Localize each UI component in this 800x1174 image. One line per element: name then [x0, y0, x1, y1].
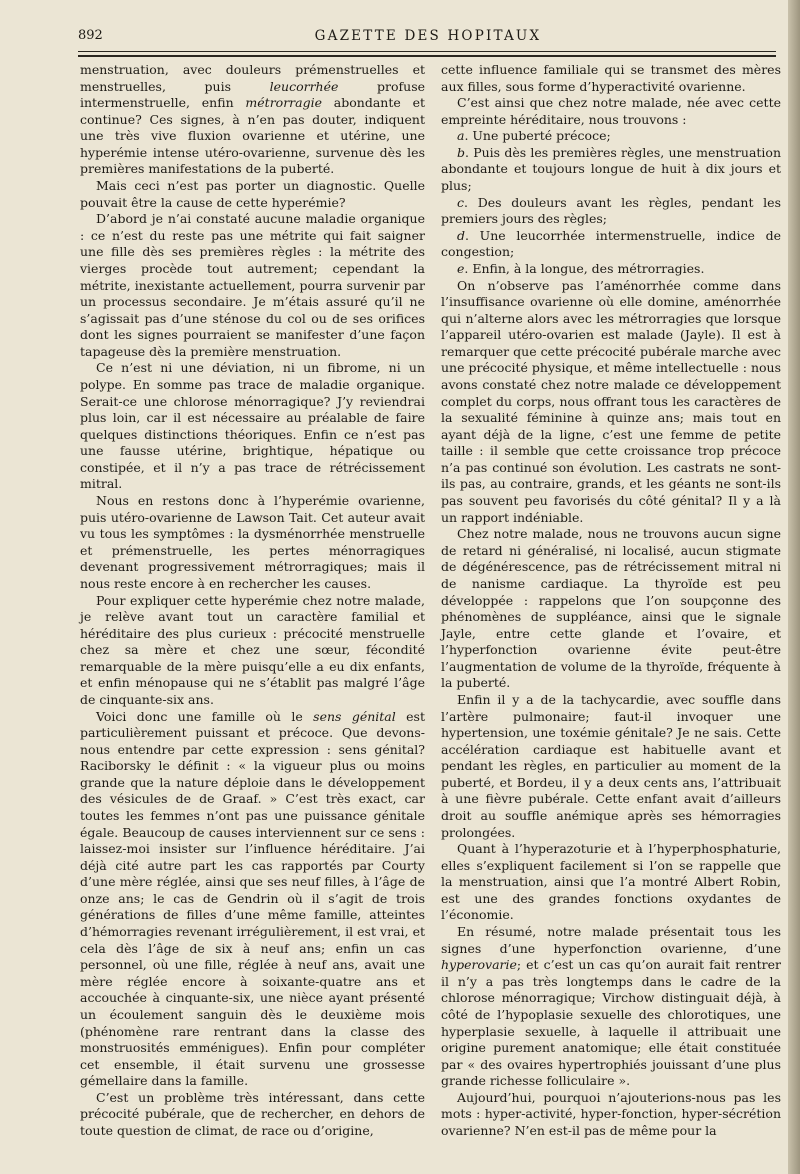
text-run: Ce n’est ni une déviation, ni un fibrome, ni un polype. En somme pas trace de maladie organique. Serait-ce une chlorose ménorragique? J’y reviendrai plus loin, car il est nécessaire au préalable de faire quelques distinctions théoriques. Enfin ce n’est pas une fausse utérine, brightique, hépatique ou constipée, et il n’y a pas trace de rétrécissement mitral.: [80, 360, 425, 492]
italic-text: b: [457, 144, 466, 160]
journal-title: GAZETTE DES HOPITAUX: [314, 28, 542, 44]
text-run: menstruation, avec douleurs prémenstruelles et menstruelles, puis: [80, 62, 425, 94]
text-run: C’est ainsi que chez notre malade, née avec cette empreinte héréditaire, nous trouvons :: [441, 95, 781, 127]
paragraph: [441, 62, 781, 95]
paragraph: [441, 692, 781, 841]
paragraph: [441, 128, 781, 145]
paragraph: [441, 278, 781, 527]
paragraph: [80, 211, 425, 360]
italic-text: d: [457, 227, 466, 243]
text-run: . Des douleurs avant les règles, pendant les premiers jours des règles;: [441, 194, 781, 227]
page-edge: [788, 0, 800, 1174]
paragraph: [80, 593, 425, 709]
text-run: est particulièrement puissant et précoce. Que devons-nous entendre par cette expression : sens génital? Raciborsky le définit : « la vigueur plus ou moins grande que la nature déploie dans le développement des vésicules de de Graaf. » C’est très exact, car toutes les femmes n’ont pas une puissance génitale égale. Beaucoup de causes interviennent sur ce sens : laissez-moi insister sur l’influence héréditaire. J’ai déjà cité autre part les cas rapportés par Courty d’une mère réglée, ainsi que ses neuf filles, à l’âge de onze ans; le cas de Gendrin où il s’agit de trois générations de filles d’une même famille, atteintes d’hémorragies revenant irrégulièrement, il est vrai, et cela dès l’âge de six à neuf ans; enfin un cas personnel, où une fille, réglée à neuf ans, avait une mère réglée encore à soixante-quatre ans et accouchée à cinquante-six, une nièce ayant présenté un écoulement sanguin dès le deuxième mois (phénomène rare rentrant dans la classe des monstruosités emménigues). Enfin pour compléter cet ensemble, il était survenu une grossesse gémellaire dans la famille.: [80, 708, 425, 1089]
text-run: Enfin il y a de la tachycardie, avec souffle dans l’artère pulmonaire; faut-il invoquer une hypertension, une toxémie génitale? Je ne sais. Cette accélération cardiaque est habituelle avant et pendant les règles, en particulier au moment de la puberté, et Bordeu, il y a deux cents ans, l’attribuait à une fièvre pubérale. Cette enfant avait d’ailleurs droit au souffle anémique après ses hémorragies prolongées.: [441, 691, 781, 840]
text-run: Pour expliquer cette hyperémie chez notre malade, je relève avant tout un caractère familial et héréditaire des plus curieux : précocité menstruelle chez sa mère et chez une sœur, fécondité remarquable de la mère puisqu’elle a eu dix enfants, et enfin ménopause qui ne s’établit pas malgré l’âge de cinquante-six ans.: [80, 592, 425, 707]
italic-text: sens génital: [313, 708, 396, 724]
paragraph: [441, 95, 781, 128]
italic-text: e: [457, 260, 465, 276]
italic-text: métrorragie: [245, 95, 322, 111]
text-run: Chez notre malade, nous ne trouvons aucun signe de retard ni généralisé, ni localisé, aucun stigmate de dégénérescence, pas de rétrécissement mitral ni de nanisme cardiaque. La thyroïde est peu développée : rappelons que l’on soupçonne des phénomènes de suppléance, ainsi que le signale Jayle, entre cette glande et l’ovaire, et l’hyperfonction ovarienne évite peut-être l’augmentation de volume de la thyroïde, fréquente à la puberté.: [441, 526, 781, 691]
text-run: profuse intermenstruelle, enfin: [80, 78, 426, 111]
text-run: Quant à l’hyperazoturie et à l’hyperphosphaturie, elles s’expliquent facilement si l’on se rappelle que la menstruation, ainsi que l’a montré Albert Robin, est une des grandes fonctions oxydantes de l’économie.: [441, 841, 781, 923]
paragraph: [441, 145, 781, 195]
text-run: . Une leucorrhée intermenstruelle, indice de congestion;: [441, 227, 781, 260]
left-column: [80, 62, 425, 1140]
italic-text: a: [457, 128, 465, 144]
right-column: [441, 62, 781, 1140]
page-header: [78, 28, 778, 48]
italic-text: leucorrhée: [269, 78, 339, 94]
paragraph: [441, 924, 781, 1090]
text-run: abondante et continue? Ces signes, à n’en pas douter, indiquent une très vive fluxion ovarienne et utérine, une hyperémie intense utéro-ovarienne, survenue dès les premières manifestations de la puberté.: [80, 95, 425, 177]
text-run: Voici donc une famille où le: [96, 708, 314, 724]
paragraph: [80, 178, 425, 211]
text-run: ; et c’est un cas qu’on aurait fait rentrer il n’y a pas très longtemps dans le cadre de la chlorose ménorragique; Virchow distinguait déjà, à côté de l’hypoplasie sexuelle des chlorotiques, une hyperplasie sexuelle, à laquelle il attribuait une origine purement anatomique; elle était constituée par « des ovaires hypertrophiés jouissant d’une plus grande richesse folliculaire ».: [441, 957, 781, 1089]
text-run: . Puis dès les premières règles, une menstruation abondante et toujours longue de huit à dix jours et plus;: [441, 144, 781, 194]
text-run: En résumé, notre malade présentait tous les signes d’une hyperfonction ovarienne, d’une: [441, 924, 781, 956]
page-number: 892: [78, 28, 103, 43]
paragraph: [80, 62, 425, 178]
text-run: Aujourd’hui, pourquoi n’ajouterions-nous pas les mots : hyper-activité, hyper-fonction, hyper-sécrétion ovarienne? N’en est-il pas de même pour la: [441, 1089, 781, 1138]
text-run: . Enfin, à la longue, des métrorragies.: [464, 260, 705, 276]
paragraph: [441, 261, 781, 278]
paragraph: [80, 709, 425, 1090]
paragraph: [441, 195, 781, 228]
paragraph: [441, 841, 781, 924]
text-run: . Une puberté précoce;: [464, 128, 611, 144]
paragraph: [441, 228, 781, 261]
text-run: Mais ceci n’est pas porter un diagnostic. Quelle pouvait être la cause de cette hyperémie?: [80, 178, 425, 210]
paragraph: [441, 526, 781, 692]
text-run: C’est un problème très intéressant, dans cette précocité pubérale, que de rechercher, en dehors de toute question de climat, de race ou d’origine,: [80, 1089, 425, 1138]
header-rule-thin: [78, 51, 776, 52]
paragraph: [80, 493, 425, 592]
paragraph: [441, 1090, 781, 1140]
text-run: On n’observe pas l’aménorrhée comme dans l’insuffisance ovarienne où elle domine, aménorrhée qui n’alterne alors avec les métrorragies que lorsque l’appareil utéro-ovarien est malade (Jayle). Il est à remarquer que cette précocité pubérale marche avec une précocité physique, et même intellectuelle : nous avons constaté chez notre malade ce développement complet du corps, nous offrant tous les caractères de la sexualité féminine à quinze ans; mais tout en ayant déjà de la ligne, c’est une femme de petite taille : il semble que cette croissance trop précoce n’a pas continué son évolution. Les castrats ne sont-ils pas, au contraire, grands, et les géants ne sont-ils pas souvent peu favorisés du côté génital? Il y a là un rapport indéniable.: [441, 277, 781, 525]
text-run: D’abord je n’ai constaté aucune maladie organique : ce n’est du reste pas une métrite qui fait saigner une fille dès ses premières règles : la métrite des vierges procède tout autrement; cependant la métrite, inexistante actuellement, pourra survenir par un processus secondaire. Je m’étais assuré qu’il ne s’agissait pas d’une sténose du col ou de ses orifices dont les signes pourraient se manifester d’une façon tapageuse dès la première menstruation.: [80, 211, 425, 359]
paragraph: [80, 360, 425, 493]
italic-text: c: [457, 194, 465, 210]
text-run: cette influence familiale qui se transmet des mères aux filles, sous forme d’hyperactivité ovarienne.: [441, 62, 781, 94]
paragraph: [80, 1090, 425, 1140]
italic-text: hyperovarie: [441, 957, 517, 973]
header-rule-thick: [78, 55, 776, 57]
text-run: Nous en restons donc à l’hyperémie ovarienne, puis utéro-ovarienne de Lawson Tait. Cet auteur avait vu tous les symptômes : la dysménorrhée menstruelle et prémenstruelle, les pertes ménorragiques devenant progressivement métrorragiques; mais il nous reste encore à en rechercher les causes.: [80, 493, 425, 591]
